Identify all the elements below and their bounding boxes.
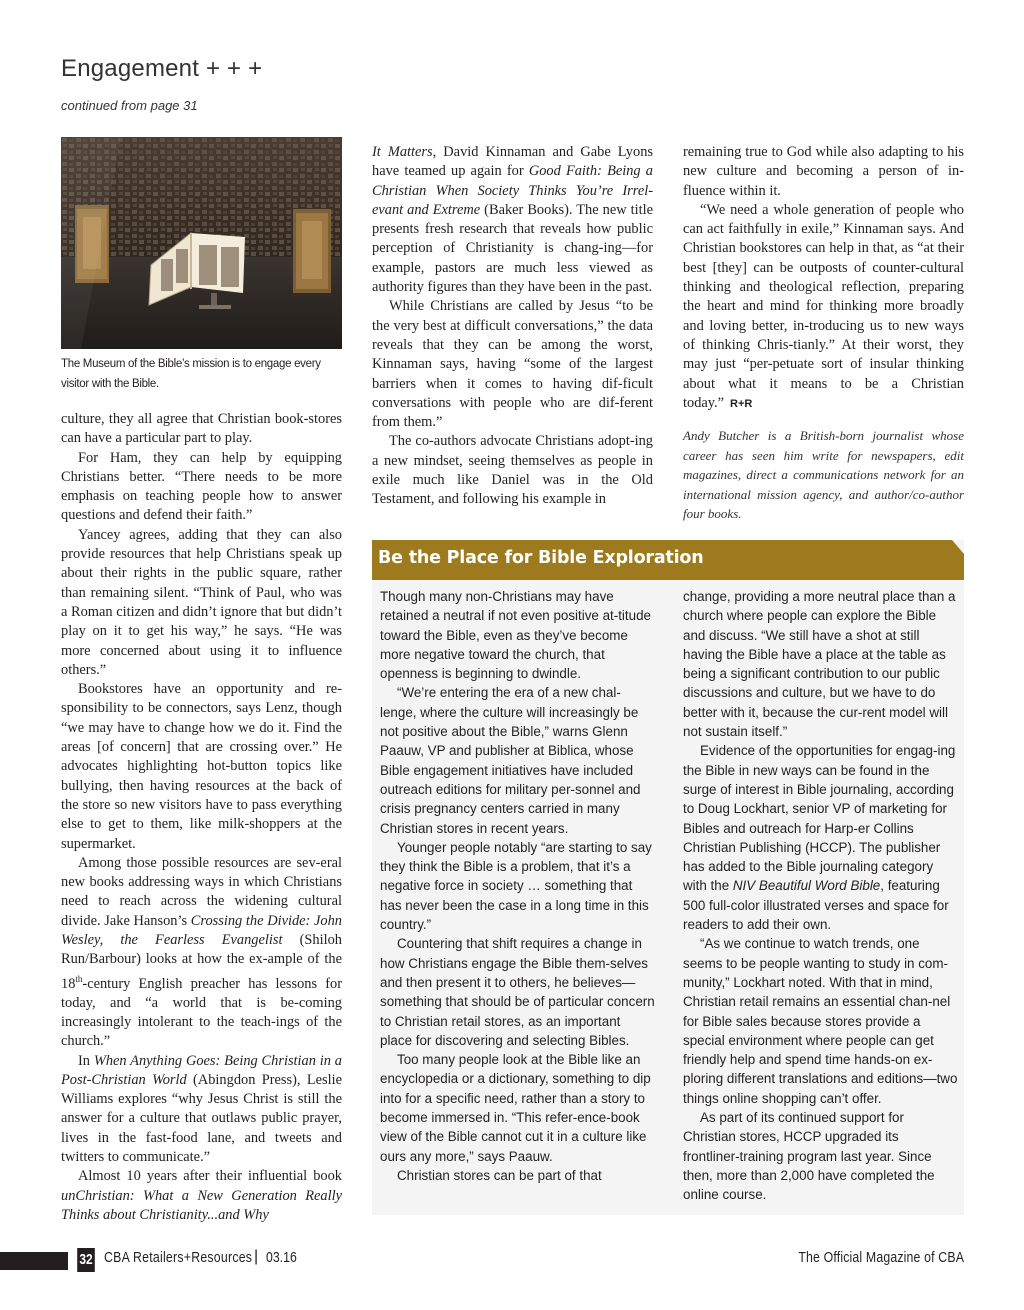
sidebar-column-2 [683,587,958,1205]
text: (Shiloh Run/Barbour) looks at how the ex-ample of the 18 [61,932,342,992]
paragraph: While Christians are called by Jesus “to be the very best at difficult conversations,” the data reveals that they can be among the worst, Kinnaman says, having “some of the largest barriers when it comes to having dif-ficult conversations with people who are dif-ferent from them.” [372,298,653,431]
paragraph [683,201,964,414]
sidebar-title: Be the Place for Bible Exploration [378,548,704,568]
text: Among those possible resources are sev-eral new books addressing ways in which Christians need to reach across the widening cultural divide. Jake Hanson’s [61,854,342,929]
section-title: Engagement + + + [61,55,263,82]
article-column-2 [372,143,653,510]
paragraph: Bookstores have an opportunity and re-sponsibility to be connectors, says Lenz, though “we may have to change how we do it. Find the areas [of concern] that are crossing over.” He advocates highlighting hot-button topics like bullying, then having resources at the back of the store so new visitors have to pass everything else to get to them, like milk-shoppers at the supermarket. [61,681,342,852]
paragraph: remaining true to God while also adapting to his new culture and becoming a person of in-fluence within it. [683,144,964,199]
paragraph: “We’re entering the era of a new chal-lenge, where the culture will increasingly be not positive about the Bible,” warns Glenn Paauw, VP and publisher at Biblica, whose Bible engagement initiatives have included outreach editions for military per-sonnel and crisis pregnancy centers carried in many Christian stores in recent years. [380,685,641,836]
paragraph: “As we continue to watch trends, one seems to be people wanting to study in com-munity,” Lockhart noted. With that in mind, Christian retail remains an essential chan-nel for Bible sales because stores provide a special environment where people can get friendly help and spend time hands-on ex-ploring different translations and editions—two things online shopping can’t offer. [683,936,958,1106]
paragraph [372,143,653,297]
paragraph: For Ham, they can help by equipping Christians better. “There needs to be more emphasis on teaching people how to answer questions and defend their faith.” [61,449,342,524]
continued-note: continued from page 31 [61,98,198,113]
book-title: NIV Beautiful Word Bible [732,878,881,894]
sidebar-box [372,540,964,1215]
article-column-1 [61,410,342,1225]
sidebar-header [372,540,964,580]
text: , David Kinnaman and Gabe Lyons have teamed up again for [372,144,653,180]
paragraph [683,741,958,934]
paragraph: Christian stores can be part of that [397,1167,602,1183]
paragraph: Though many non-Christians may have retained a neutral if not even positive at-titude toward the Bible, even as they’ve become more negative toward the church, that openness is beginning to dwindle. [380,589,651,682]
book-title: Good Faith: Being a Christian When Society Thinks You’re Irrel-evant and Extreme [372,163,653,218]
issue-date: 03.16 [266,1249,297,1266]
page-footer [0,1246,1024,1276]
paragraph: As part of its continued support for Christian stores, HCCP upgraded its frontliner-training program last year. Since then, more than 2,000 have completed the online course. [683,1110,935,1203]
paragraph: culture, they all agree that Christian book-stores can have a particular part to play. [61,411,342,447]
paragraph: Yancey agrees, adding that they can also provide resources that help Christians speak up about their rights in the public square, rather than remaining silent. “Think of Paul, who was a Roman citizen and didn’t ignore that but didn’t play on it to get his way,” he says. “He was more concerned about using it to influence others.” [61,526,342,678]
text: , featuring 500 full-color illustrated verses and space for readers to add their own. [683,878,949,933]
paragraph [61,1167,342,1225]
text: (Baker Books). The new title presents fresh research that reveals how public perception of Christianity is chang-ing—for example, pastors are much less viewed as authority figures than they have been in the past. [372,201,653,296]
paragraph: Too many people look at the Bible like an encyclopedia or a dictionary, something to dip into for a specific need, rather than a story to become immersed in. “This refer-ence-book view of the Bible cannot cut it in a culture like ours any more,” says Paauw. [380,1052,651,1164]
museum-photo [61,137,342,349]
sidebar-column-1 [380,587,655,1185]
footer-bar [0,1252,68,1270]
paragraph: The co-authors advocate Christians adopt-ing a new mindset, seeing themselves as people in exile much like Daniel was in the Old Testament, and following his example in [372,433,653,508]
photo-caption: The Museum of the Bible’s mission is to engage every visitor with the Bible. [61,358,321,390]
book-title: unChristian: What a New Generation Really Thinks about Christianity...and Why [61,1187,342,1223]
text: (Abingdon Press), Leslie Williams explores “why Jesus Christ is still the answer for a culture that outlaws public prayer, lives in the fast-food lane, and tweets and twitters to communicate.” [61,1071,342,1166]
end-mark: R+R [730,397,753,410]
magazine-name: CBA Retailers+Resources [104,1249,253,1266]
author-bio: Andy Butcher is a British-born journalist whose career has seen him write for newspapers, edit magazines, direct a communications network for an international mission agency, and author/co-author four books. [683,428,964,522]
paragraph: Younger people notably “are starting to say they think the Bible is a problem, that it’s a negative force in society … something that has never been the case in a long time in this country.” [380,839,652,933]
article-column-3 [683,143,964,524]
page-number: 32 [77,1248,95,1272]
paragraph: Countering that shift requires a change in how Christians engage the Bible them-selves and then present it to others, he believes—something that should be of particular concern to Christian retail stores, as an important place for discovering and selecting Bibles. [380,936,655,1048]
magazine-tagline: The Official Magazine of CBA [798,1249,964,1266]
text: Evidence of the opportunities for engag-ing the Bible in new ways can be found in the surge of interest in Bible journaling, according to Doug Lockhart, senior VP of marketing for Bibles and outreach for Harp-er Collins Christian Publishing (HCCP). The publisher has added to the Bible journaling category with the [683,743,956,894]
paragraph: change, providing a more neutral place than a church where people can explore the Bible and discuss. “We still have a shot at still having the Bible have a place at the table as being a significant contribution to our public discussions and culture, but we have to do better with it, because the cur-rent model will not sustain itself.” [683,589,956,740]
text: Almost 10 years after their influential book [78,1168,342,1185]
text: -century English preacher has lessons for today, and “a world that is be-coming increasingly intolerant to the teach-ings of the church.” [61,975,342,1050]
footer-separator: | [254,1248,259,1265]
paragraph [61,854,342,1052]
text: “We need a whole generation of people who can act faithfully in exile,” Kinnaman says. And Christian bookstores can help in that, as “at their best [they] can be outposts of counter-cultural thinking and theological reflection, preparing the heart and mind for thinking more broadly and loving better, in-troducing us to new ways of thinking Chris-tianly.” At their worst, they may just “per-petuate sort of insular thinking about what it means to be a Christian today.” [683,201,964,411]
superscript: th [75,973,83,984]
book-title: It Matters [372,144,433,160]
text: In [78,1052,94,1069]
book-title: When Anything Goes: Being Christian in a Post-Christian World [61,1052,342,1088]
book-title: Crossing the Divide: John Wesley, the Fearless Evangelist [61,912,343,949]
paragraph [61,1052,342,1168]
